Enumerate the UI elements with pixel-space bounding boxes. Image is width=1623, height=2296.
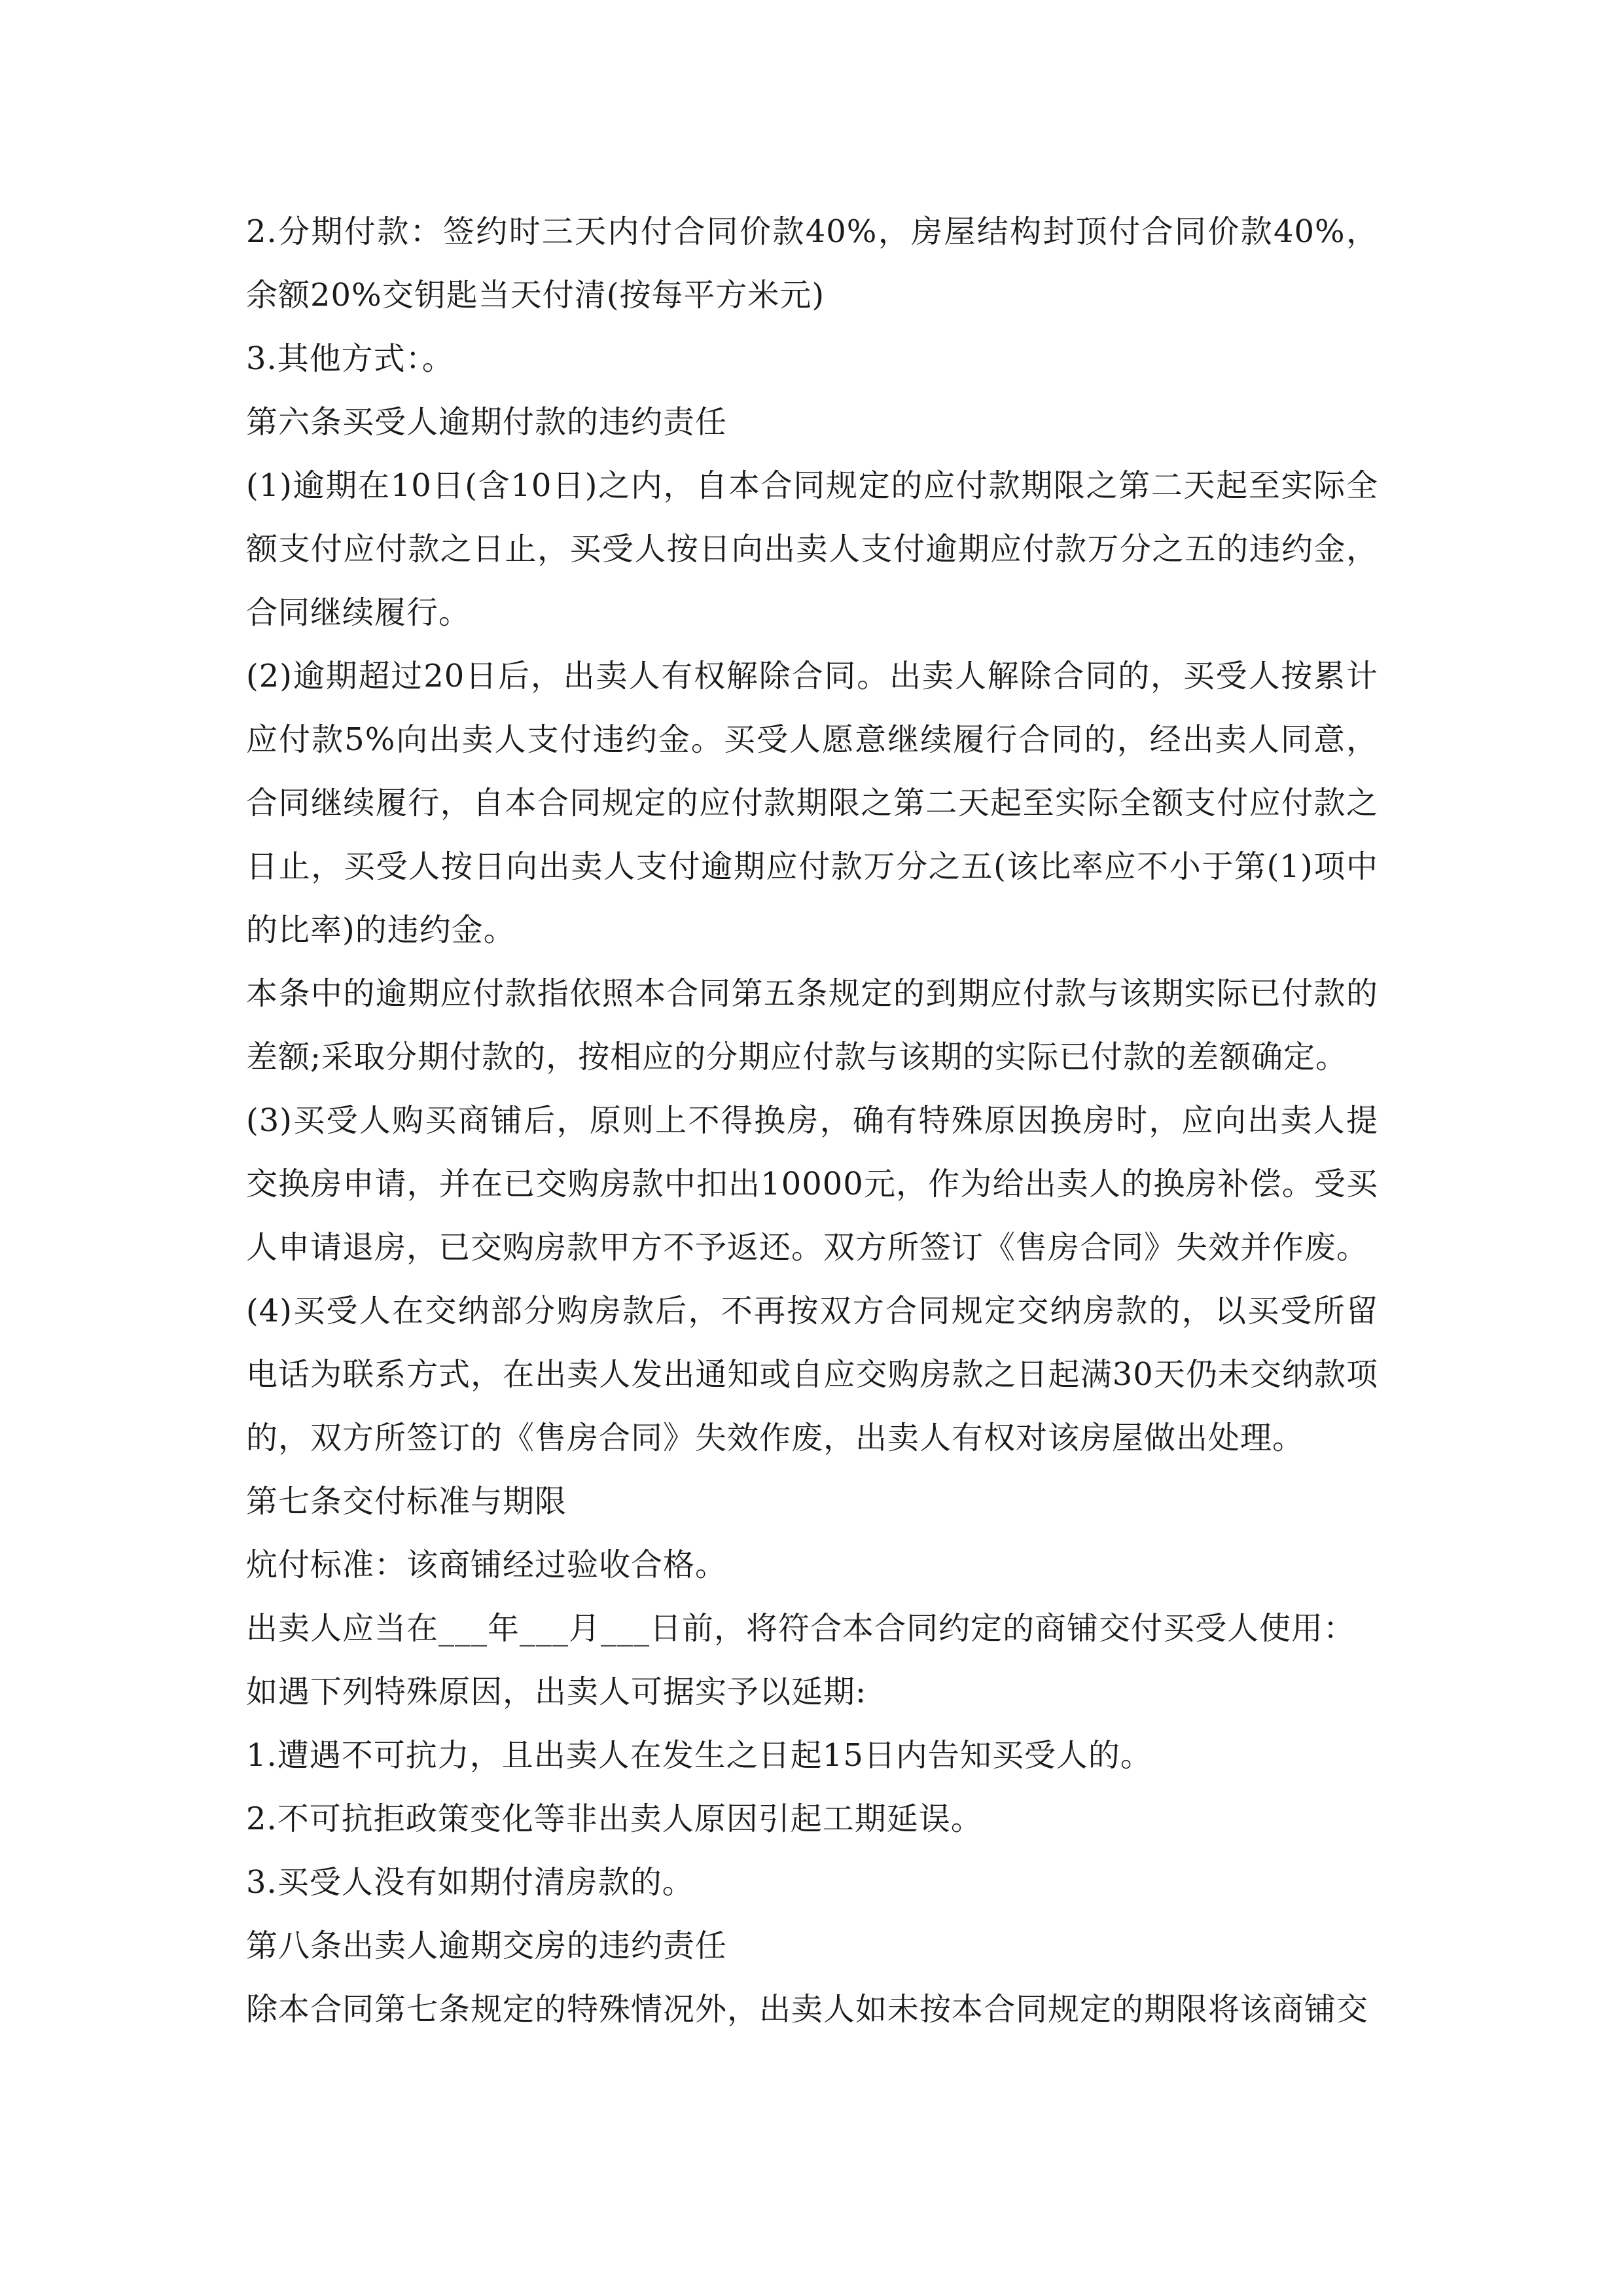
paragraph-other-methods: 3.其他方式：。 xyxy=(246,340,454,377)
heading-article-6: 第六条买受人逾期付款的违约责任 xyxy=(246,404,728,440)
paragraph-clause-6-3: (3)买受人购买商铺后，原则上不得换房，确有特殊原因换房时，应向出卖人提交换房申请，并在已交购房款中扣出10000元，作为给出卖人的换房补偿。受买人申请退房，已交购房款甲方不予返还。双方所签订《售房合同》失效并作废。 xyxy=(246,1102,1378,1266)
heading-article-7: 第七条交付标准与期限 xyxy=(246,1483,567,1520)
paragraph-clause-6-1: (1)逾期在10日(含10日)之内，自本合同规定的应付款期限之第二天起至实际全额支付应付款之日止，买受人按日向出卖人支付逾期应付款万分之五的违约金，合同继续履行。 xyxy=(246,467,1378,631)
paragraph-overdue-definition: 本条中的逾期应付款指依照本合同第五条规定的到期应付款与该期实际已付款的差额;采取分期付款的，按相应的分期应付款与该期的实际已付款的差额确定。 xyxy=(246,975,1378,1075)
paragraph-clause-6-2: (2)逾期超过20日后，出卖人有权解除合同。出卖人解除合同的，买受人按累计应付款5%向出卖人支付违约金。买受人愿意继续履行合同的，经出卖人同意，合同继续履行，自本合同规定的应付款期限之第二天起至实际全额支付应付款之日止，买受人按日向出卖人支付逾期应付款万分之五(该比率应不小于第(1)项中的比率)的违约金。 xyxy=(246,658,1378,948)
paragraph-delivery-date: 出卖人应当在___年___月___日前，将符合本合同约定的商铺交付买受人使用： xyxy=(246,1610,1356,1647)
heading-article-8: 第八条出卖人逾期交房的违约责任 xyxy=(246,1928,728,1964)
paragraph-article-8-start: 除本合同第七条规定的特殊情况外，出卖人如未按本合同规定的期限将该商铺交 xyxy=(246,1991,1369,2028)
paragraph-installment-payment: 2.分期付款：签约时三天内付合同价款40%，房屋结构封顶付合同价款40%，余额20%交钥匙当天付清(按每平方米元) xyxy=(246,213,1378,314)
paragraph-extension-intro: 如遇下列特殊原因，出卖人可据实予以延期: xyxy=(246,1674,867,1710)
paragraph-extension-3: 3.买受人没有如期付清房款的。 xyxy=(246,1864,694,1901)
paragraph-clause-6-4: (4)买受人在交纳部分购房款后，不再按双方合同规定交纳房款的，以买受所留电话为联系方式，在出卖人发出通知或自应交购房款之日起满30天仍未交纳款项的，双方所签订的《售房合同》失效作废，出卖人有权对该房屋做出处理。 xyxy=(246,1293,1378,1456)
document-body xyxy=(246,200,1378,2041)
paragraph-extension-2: 2.不可抗拒政策变化等非出卖人原因引起工期延误。 xyxy=(246,1801,983,1837)
paragraph-extension-1: 1.遭遇不可抗力，且出卖人在发生之日起15日内告知买受人的。 xyxy=(246,1737,1152,1774)
paragraph-delivery-standard: 炕付标准：该商铺经过验收合格。 xyxy=(246,1547,728,1583)
